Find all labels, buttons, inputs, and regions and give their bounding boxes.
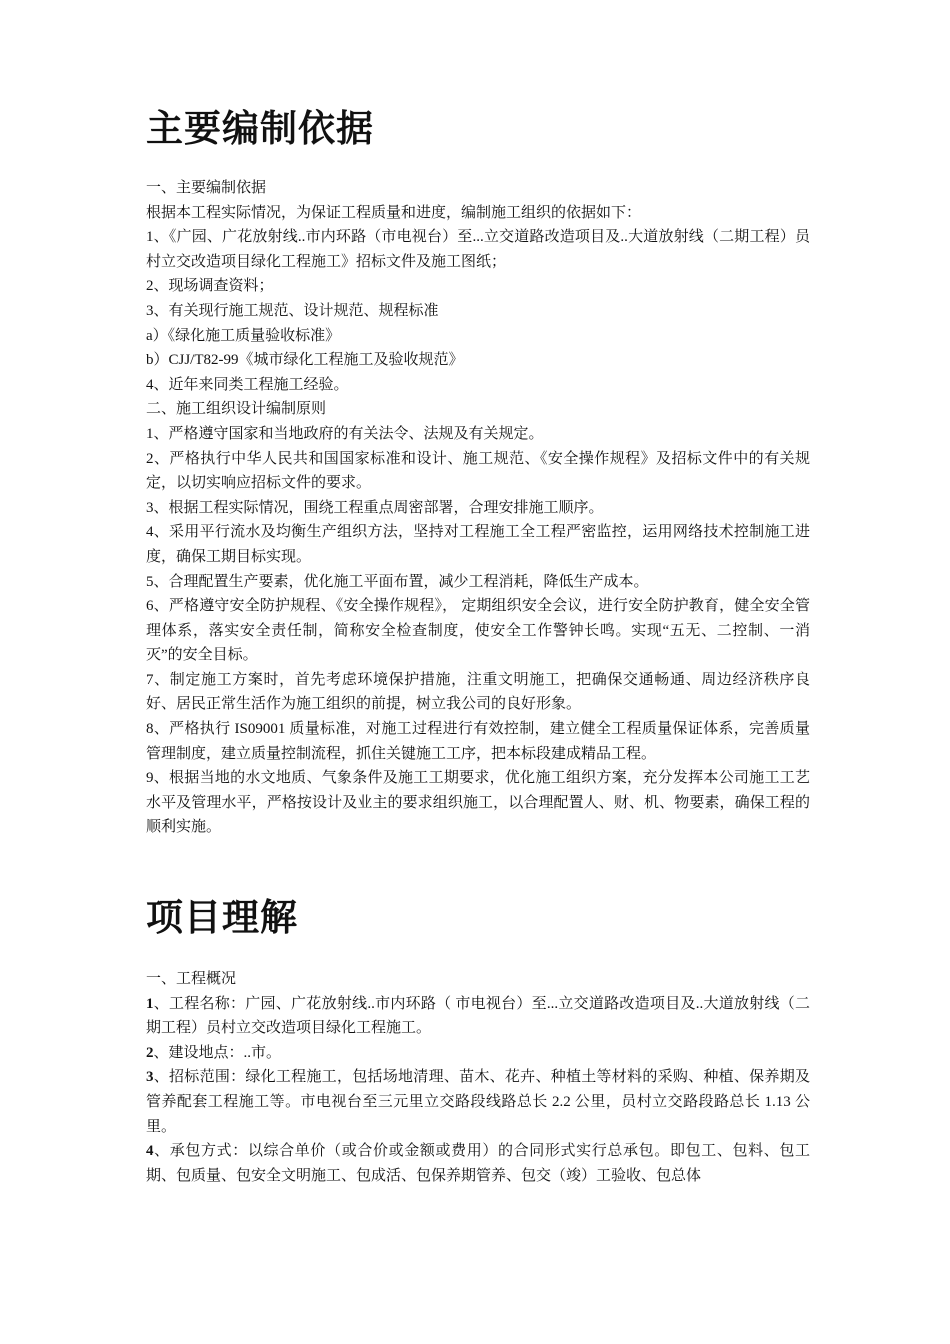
item-number: 4 <box>146 1143 154 1160</box>
section-body-understanding <box>146 967 810 1188</box>
paragraph: a）《绿化施工质量验收标准》 <box>146 327 341 344</box>
paragraph: 二、施工组织设计编制原则 <box>146 401 327 418</box>
item-number: 3 <box>146 1069 154 1086</box>
paragraph-intro: 一、工程概况 <box>146 971 237 987</box>
section-body-basis <box>146 176 810 840</box>
list-item <box>146 1065 810 1139</box>
paragraph: 4、近年来同类工程施工经验。 <box>146 376 349 393</box>
item-text: 、工程名称：广园、广花放射线..市内环路（ 市电视台）至...立交道路改造项目及..大道放射线（二期工程）员村立交改造项目绿化工程施工。 <box>146 995 810 1037</box>
section-title-basis: 主要编制依据 <box>146 106 374 150</box>
list-item <box>146 1041 810 1066</box>
paragraph: 3、有关现行施工规范、设计规范、规程标准 <box>146 302 439 319</box>
item-text: 、承包方式：以综合单价（或合价或金额或费用）的合同形式实行总承包。即包工、包料、包工期、包质量、包安全文明施工、包成活、包保养期管养、包交（竣）工验收、包总体 <box>146 1143 810 1184</box>
paragraph: 2、现场调查资料； <box>146 278 274 295</box>
item-number: 2 <box>146 1044 154 1061</box>
paragraph: 根据本工程实际情况，为保证工程质量和进度，编制施工组织的依据如下： <box>146 204 642 221</box>
paragraph: 9、根据当地的水文地质、气象条件及施工工期要求，优化施工组织方案，充分发挥本公司施工工艺水平及管理水平，严格按设计及业主的要求组织施工，以合理配置人、财、机、物要素，确保工程的顺利实施。 <box>146 770 810 836</box>
item-number: 1 <box>146 995 154 1012</box>
paragraph: 1、严格遵守国家和当地政府的有关法令、法规及有关规定。 <box>146 425 544 442</box>
paragraph: 5、合理配置生产要素，优化施工平面布置，减少工程消耗，降低生产成本。 <box>146 573 649 590</box>
list-item <box>146 1139 810 1188</box>
section-title-understanding: 项目理解 <box>146 895 298 939</box>
paragraph: b）CJJ/T82-99《城市绿化工程施工及验收规范》 <box>146 352 464 369</box>
paragraph: 6、严格遵守安全防护规程、《安全操作规程》， 定期组织安全会议，进行安全防护教育，健全安全管理体系，落实安全责任制，简称安全检查制度，使安全工作警钟长鸣。实现“五无、二控制、一消灭”的安全目标。 <box>146 598 810 664</box>
paragraph: 4、采用平行流水及均衡生产组织方法，坚持对工程施工全工程严密监控，运用网络技术控制施工进度，确保工期目标实现。 <box>146 524 810 565</box>
paragraph: 8、严格执行 IS09001 质量标准，对施工过程进行有效控制，建立健全工程质量保证体系，完善质量管理制度，建立质量控制流程，抓住关键施工工序，把本标段建成精品工程。 <box>146 721 810 762</box>
item-text: 、招标范围：绿化工程施工，包括场地清理、苗木、花卉、种植土等材料的采购、种植、保养期及管养配套工程施工等。市电视台至三元里立交路段线路总长 2.2 公里，员村立交路段路总长 1.13 公里。 <box>146 1069 810 1135</box>
paragraph: 7、制定施工方案时，首先考虑环境保护措施，注重文明施工，把确保交通畅通、周边经济秩序良好、居民正常生活作为施工组织的前提，树立我公司的良好形象。 <box>146 671 810 713</box>
item-text: 、建设地点：..市。 <box>153 1044 282 1061</box>
paragraph: 一、主要编制依据 <box>146 180 267 196</box>
paragraph: 3、根据工程实际情况，围绕工程重点周密部署，合理安排施工顺序。 <box>146 499 604 516</box>
paragraph: 2、严格执行中华人民共和国国家标准和设计、施工规范、《安全操作规程》及招标文件中的有关规定，以切实响应招标文件的要求。 <box>146 450 810 492</box>
list-item <box>146 992 810 1041</box>
paragraph: 1、《广园、广花放射线..市内环路（市电视台）至...立交道路改造项目及..大道放射线（二期工程）员村立交改造项目绿化工程施工》招标文件及施工图纸； <box>146 229 810 270</box>
